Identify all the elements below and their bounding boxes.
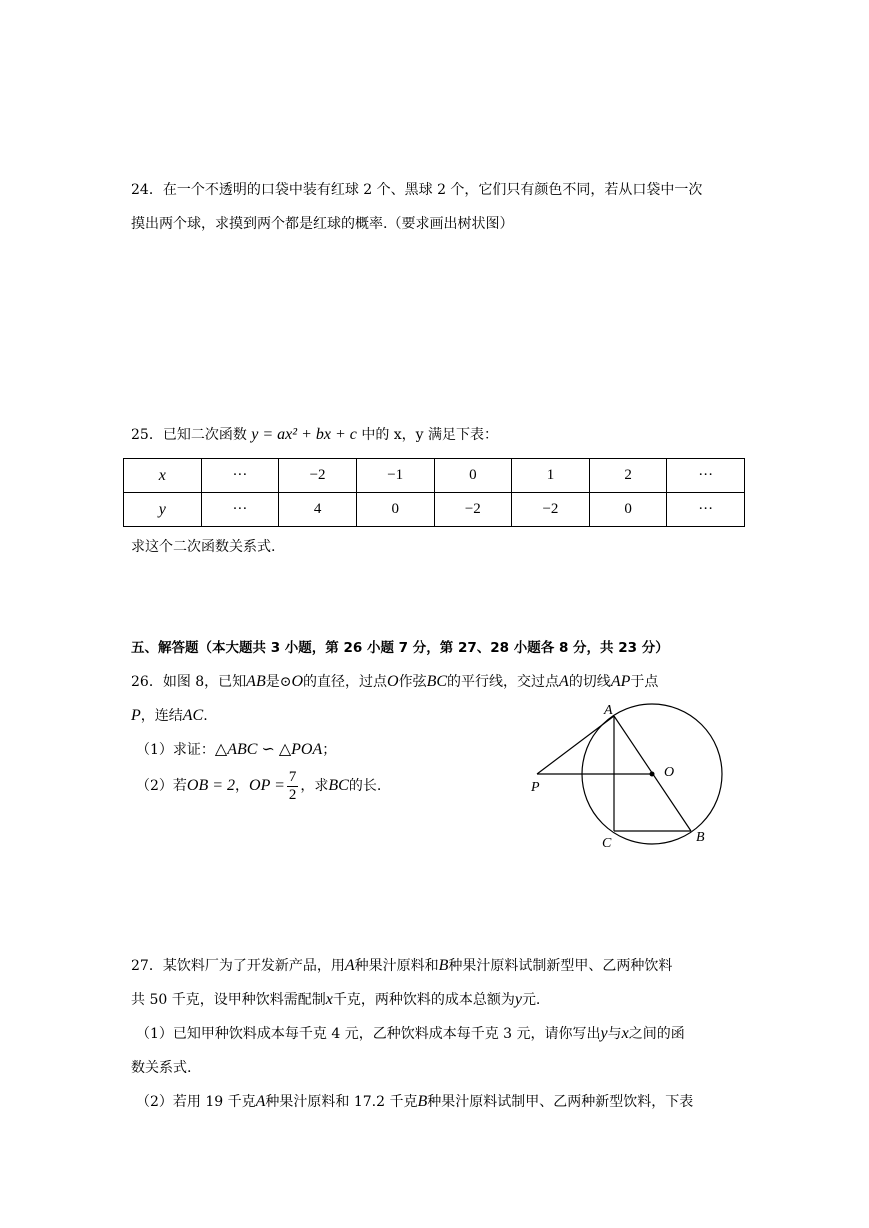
- q27-text: 千克，两种饮料的成本总额为: [332, 992, 515, 1008]
- q26-math: AP: [610, 673, 631, 690]
- q27-text: （2）若用 19 千克: [136, 1094, 256, 1110]
- q27-math: B: [438, 957, 449, 974]
- q27-part-1: [136, 1024, 685, 1044]
- q27-text: 种果汁原料和 17.2 千克: [265, 1094, 418, 1110]
- q27-math: x: [325, 991, 333, 1008]
- q24-line-2: 摸出两个球，求摸到两个都是红球的概率.（要求画出树状图）: [131, 216, 514, 232]
- table-cell: 1: [512, 459, 590, 493]
- q27-math: A: [255, 1093, 266, 1110]
- q27-text: 种果汁原料试制甲、乙两种新型饮料，下表: [427, 1094, 694, 1110]
- label-b: B: [696, 830, 705, 845]
- q26-math: P: [131, 707, 141, 724]
- q27-text: 27．某饮料厂为了开发新产品，用: [131, 958, 345, 974]
- q26-math: OP =: [249, 777, 285, 794]
- table-cell: x: [124, 459, 202, 493]
- q27-part-1-cont: 数关系式.: [131, 1060, 192, 1076]
- q24-line-1: 24．在一个不透明的口袋中装有红球 2 个、黑球 2 个，它们只有颜色不同，若从口袋中一次: [131, 182, 703, 198]
- table-cell: −2: [512, 493, 590, 527]
- q26-text: （1）求证：: [136, 742, 215, 758]
- q26-math: A: [559, 673, 569, 690]
- q27-math: y: [600, 1025, 608, 1042]
- q27-line-1: [131, 956, 672, 976]
- table-cell: 2: [589, 459, 667, 493]
- q26-text: ，: [235, 778, 250, 794]
- table-cell: ···: [667, 459, 745, 493]
- section-5-title: 五、解答题（本大题共 3 小题，第 26 小题 7 分，第 27、28 小题各 8 分，共 23 分）: [131, 640, 669, 656]
- q26-text: .: [203, 708, 208, 724]
- q26-text: 的平行线，交过点: [447, 674, 560, 690]
- q27-text: 元.: [521, 992, 541, 1008]
- q26-math: O: [387, 673, 399, 690]
- table-cell: −2: [279, 459, 357, 493]
- q26-text: ，连结: [140, 708, 183, 724]
- q26-math: BC: [328, 777, 349, 794]
- label-c: C: [602, 836, 612, 851]
- q27-math: B: [417, 1093, 428, 1110]
- q26-text: ；: [322, 742, 337, 758]
- q26-text: 的长.: [348, 778, 382, 794]
- q25-ask: 求这个二次函数关系式.: [131, 539, 276, 555]
- table-cell: 4: [279, 493, 357, 527]
- center-point-o: [650, 772, 655, 777]
- q26-math: O: [291, 673, 304, 690]
- table-cell: −2: [434, 493, 512, 527]
- q27-text: 之间的函: [628, 1026, 685, 1042]
- q25-prefix: 25．已知二次函数: [131, 427, 247, 443]
- table-cell: 0: [356, 493, 434, 527]
- table-cell: −1: [356, 459, 434, 493]
- q26-math: AC: [182, 707, 204, 724]
- table-cell: 0: [589, 493, 667, 527]
- q27-part-2: [136, 1092, 693, 1112]
- q27-text: 种果汁原料和: [354, 958, 439, 974]
- table-cell: ···: [667, 493, 745, 527]
- table-cell: 0: [434, 459, 512, 493]
- q26-text: 是⊙: [265, 674, 292, 690]
- q26-text: （2）若: [136, 778, 187, 794]
- q26-text: 的直径，过点: [303, 674, 388, 690]
- q27-math: x: [621, 1025, 629, 1042]
- q26-math: BC: [426, 673, 448, 690]
- fraction-numerator: 7: [288, 768, 297, 785]
- table-cell: y: [124, 493, 202, 527]
- q26-text: ，求: [300, 778, 329, 794]
- q25-suffix: 中的 x，y 满足下表：: [361, 427, 499, 443]
- label-a: A: [604, 703, 613, 718]
- q25-formula: y = ax² + bx + c: [251, 426, 357, 443]
- q27-text: 共 50 千克，设甲种饮料需配制: [131, 992, 326, 1008]
- table-cell: ···: [201, 493, 279, 527]
- q27-text: 与: [607, 1026, 622, 1042]
- label-o: O: [664, 765, 675, 780]
- q26-math: OB = 2: [186, 777, 236, 794]
- q27-text: 种果汁原料试制新型甲、乙两种饮料: [448, 958, 673, 974]
- q27-line-2: [131, 990, 540, 1010]
- q26-text: 的切线: [568, 674, 611, 690]
- q27-math: y: [514, 991, 522, 1008]
- q27-math: A: [344, 957, 355, 974]
- q26-text: 作弦: [398, 674, 427, 690]
- q26-math: △ABC ∽ △POA: [214, 741, 323, 758]
- q26-text: 于点: [630, 674, 659, 690]
- q26-text: 26．如图 8，已知: [131, 674, 247, 690]
- label-p: P: [531, 780, 540, 795]
- table-cell: ···: [201, 459, 279, 493]
- fraction-denominator: 2: [288, 786, 297, 803]
- q27-text: （1）已知甲种饮料成本每千克 4 元，乙种饮料成本每千克 3 元，请你写出: [136, 1026, 601, 1042]
- q26-math: AB: [246, 673, 266, 690]
- tangent-line-ap: [537, 716, 614, 774]
